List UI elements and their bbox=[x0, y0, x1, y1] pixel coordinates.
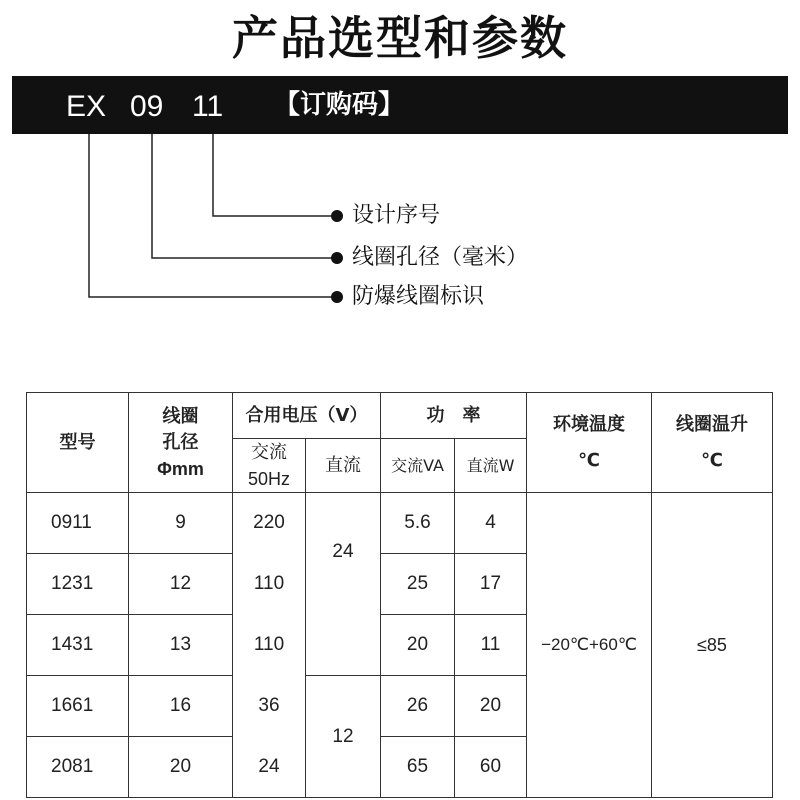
header-ac-line2: 50Hz bbox=[247, 468, 291, 489]
cell-bore: 16 bbox=[129, 676, 233, 737]
header-power-dc: 直流W bbox=[455, 439, 527, 493]
cell-va: 5.6 bbox=[381, 493, 455, 554]
cell-bore: 13 bbox=[129, 615, 233, 676]
cell-env-range: −20℃+60℃ bbox=[527, 493, 652, 798]
legend-series: 防爆线圈标识 bbox=[352, 284, 485, 309]
header-ac-line1: 交流 bbox=[251, 441, 287, 463]
cell-va: 26 bbox=[381, 676, 455, 737]
cell-bore: 20 bbox=[129, 737, 233, 798]
cell-bore: 12 bbox=[129, 554, 233, 615]
cell-model: 1231 bbox=[27, 554, 129, 615]
header-bore-line1: 线圈 bbox=[162, 405, 199, 427]
cell-va: 65 bbox=[381, 737, 455, 798]
header-voltage: 合用电压（V） bbox=[233, 393, 381, 439]
cell-va: 25 bbox=[381, 554, 455, 615]
header-env-temp-unit: ℃ bbox=[578, 449, 600, 471]
cell-dc-group: 12 bbox=[306, 676, 381, 798]
cell-ac: 110 bbox=[233, 615, 306, 676]
cell-w: 4 bbox=[455, 493, 527, 554]
cell-model: 0911 bbox=[27, 493, 129, 554]
page-title: 产品选型和参数 bbox=[232, 11, 568, 65]
header-dc: 直流 bbox=[306, 439, 381, 493]
cell-w: 20 bbox=[455, 676, 527, 737]
connector-bore bbox=[152, 134, 336, 258]
header-bore-line2: 孔径 bbox=[162, 431, 199, 453]
header-coil-temp-unit: ℃ bbox=[701, 449, 723, 471]
cell-w: 11 bbox=[455, 615, 527, 676]
cell-w: 60 bbox=[455, 737, 527, 798]
header-ac bbox=[233, 439, 306, 493]
bullet-icon bbox=[331, 252, 343, 264]
header-env-temp-label: 环境温度 bbox=[553, 413, 625, 435]
legend-serial: 设计序号 bbox=[352, 203, 441, 228]
cell-va: 20 bbox=[381, 615, 455, 676]
spec-table bbox=[26, 392, 773, 798]
cell-bore: 9 bbox=[129, 493, 233, 554]
header-bore bbox=[129, 393, 233, 493]
cell-coil-rise: ≤85 bbox=[652, 493, 773, 798]
cell-model: 1431 bbox=[27, 615, 129, 676]
code-series: EX bbox=[66, 90, 107, 123]
cell-ac: 36 bbox=[233, 676, 306, 737]
cell-w: 17 bbox=[455, 554, 527, 615]
header-bore-line3: Φmm bbox=[157, 458, 204, 479]
header-power-ac: 交流VA bbox=[381, 439, 455, 493]
legend-bore: 线圈孔径（毫米） bbox=[352, 245, 529, 270]
cell-ac: 110 bbox=[233, 554, 306, 615]
bullet-icon bbox=[331, 291, 343, 303]
header-coil-temp-label: 线圈温升 bbox=[676, 413, 748, 435]
cell-ac: 220 bbox=[233, 493, 306, 554]
header-env-temp bbox=[527, 393, 652, 493]
cell-dc-group: 24 bbox=[306, 493, 381, 676]
header-power: 功 率 bbox=[381, 393, 527, 439]
cell-ac: 24 bbox=[233, 737, 306, 798]
cell-model: 2081 bbox=[27, 737, 129, 798]
header-coil-temp bbox=[652, 393, 773, 493]
bullet-icon bbox=[331, 210, 343, 222]
code-serial: 11 bbox=[192, 90, 224, 123]
order-code-label: 【订购码】 bbox=[274, 90, 405, 120]
cell-model: 1661 bbox=[27, 676, 129, 737]
connector-serial bbox=[213, 134, 336, 216]
table-row bbox=[27, 493, 773, 554]
header-model: 型号 bbox=[27, 393, 129, 493]
code-bore: 09 bbox=[130, 90, 164, 123]
